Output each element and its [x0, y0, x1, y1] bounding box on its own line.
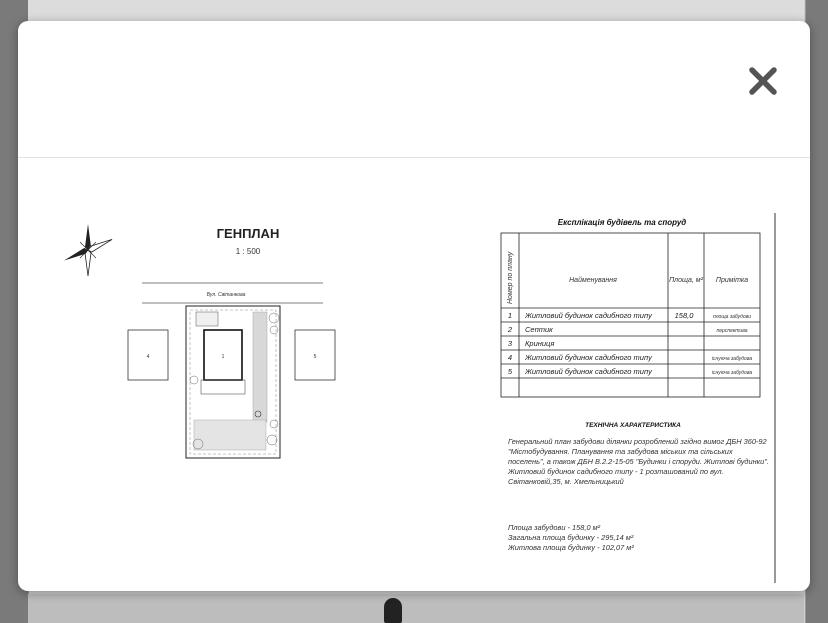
neighbor-building-left [128, 330, 168, 380]
table-header-note: Примітка [715, 277, 749, 284]
background-object [384, 598, 402, 623]
table-cell-number: 3 [507, 339, 513, 348]
image-lightbox-modal [18, 21, 810, 591]
specs-line: "Містобудування. Планування та забудова міських та сільських [508, 447, 733, 456]
specs-paragraph [507, 437, 769, 486]
specs-area-line: Загальна площа будинку - 295,14 м² [508, 533, 634, 542]
background-bottom-strip [28, 594, 804, 623]
table-header-name: Найменування [569, 277, 617, 284]
site-plan-drawing [18, 158, 810, 591]
table-cell-name: Житловий будинок садибного типу [525, 353, 652, 362]
street [142, 283, 323, 303]
table-cell-note: перспектива [716, 328, 748, 334]
land-plot [186, 306, 280, 458]
specs-area-line: Житлова площа будинку - 102,07 м² [508, 543, 634, 552]
specs-line: поселень", а також ДБН В.2.2-15-05 "Будинки і споруди. Житлові будинки". [508, 457, 769, 466]
svg-text:4: 4 [146, 354, 150, 360]
compass-rose-icon [62, 224, 114, 276]
modal-header [18, 21, 810, 158]
neighbor-building-right [295, 330, 335, 380]
close-icon [746, 64, 780, 98]
table-cell-note: існуюча забудова [711, 370, 753, 376]
table-cell-note: існуюча забудова [711, 356, 753, 362]
plan-scale: 1 : 500 [235, 247, 261, 256]
table-cell-name: Житловий будинок садибного типу [525, 311, 652, 320]
specs-area-line: Площа забудови - 158,0 м² [508, 523, 601, 532]
table-cell-number: 5 [507, 367, 513, 376]
specs-line: Житловий будинок садибного типу - 1 розташований по вул. [508, 467, 724, 476]
close-button[interactable] [746, 64, 780, 98]
plan-title: ГЕНПЛАН [216, 226, 280, 241]
house-marker: 1 [221, 354, 225, 360]
background-top-strip [28, 0, 804, 22]
table-cell-number: 2 [507, 325, 513, 334]
table-cell-name: Криниця [525, 339, 555, 348]
specs-areas [507, 523, 634, 552]
table-cell-name: Септик [525, 325, 553, 334]
explication-rows [507, 311, 752, 376]
explication-title: Експлікація будівель та споруд [557, 218, 687, 227]
specs-line: Генеральний план забудови ділянки розроблений згідно вимог ДБН 360-92 [508, 437, 767, 446]
svg-text:5: 5 [313, 354, 317, 360]
table-cell-number: 4 [507, 353, 513, 362]
specs-title: ТЕХНІЧНА ХАРАКТЕРИСТИКА [585, 422, 681, 429]
table-cell-note: площа забудови [712, 314, 752, 320]
table-cell-name: Житловий будинок садибного типу [525, 367, 652, 376]
street-label: Вул. Світанкова [206, 292, 246, 298]
table-cell-number: 1 [507, 311, 513, 320]
table-header-area: Площа, м² [669, 277, 703, 284]
specs-line: Світанковій,35, м. Хмельницький [508, 477, 624, 486]
table-header-number: Номер по плану [507, 251, 514, 304]
table-cell-area: 158,0 [674, 311, 694, 320]
